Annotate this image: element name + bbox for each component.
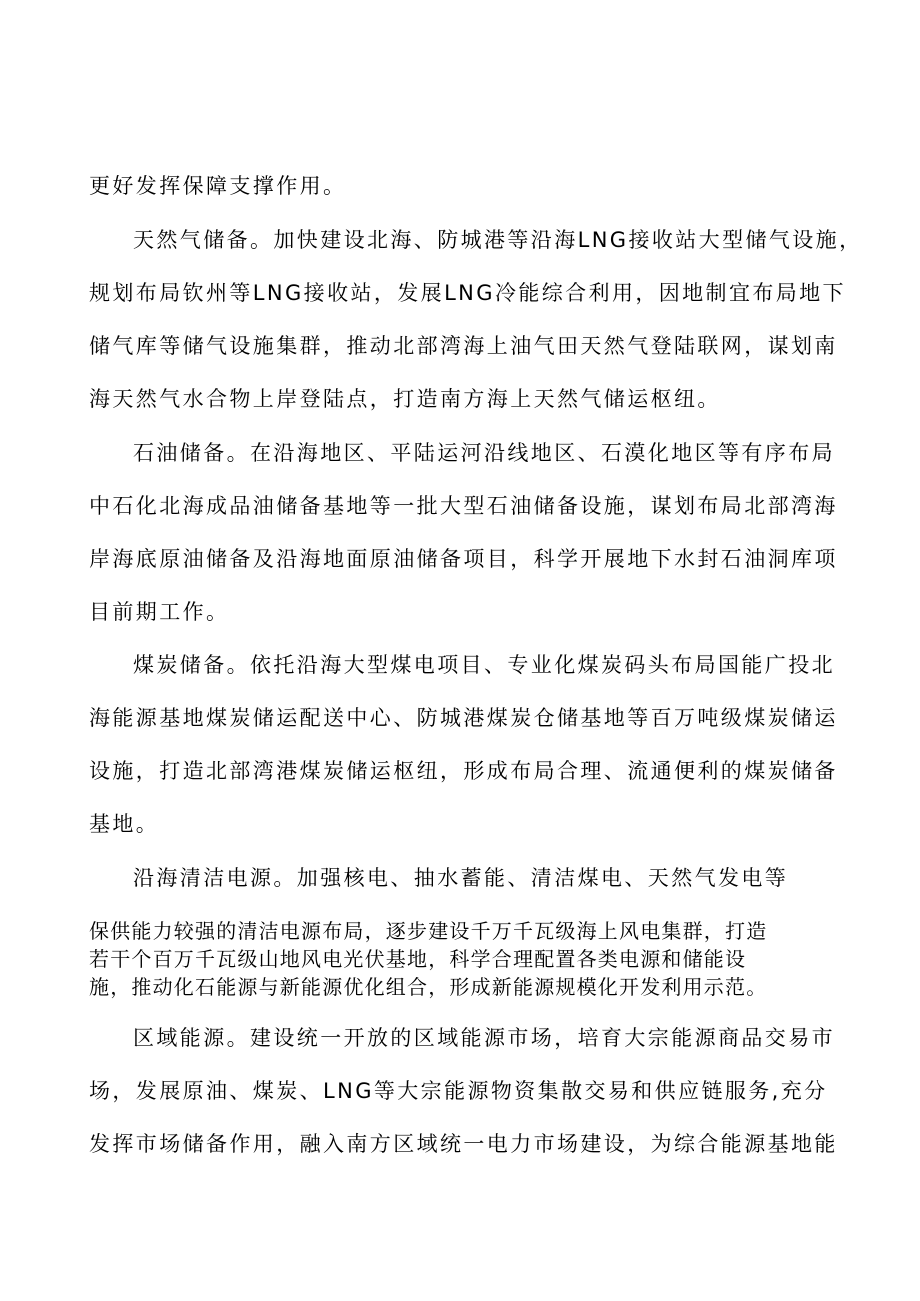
text-line-8: 岸海底原油储备及沿海地面原油储备项目，科学开展地下水封石油洞库项: [89, 547, 838, 571]
text-line-17: 施，推动化石能源与新能源优化组合，形成新能源规模化开发利用示范。: [89, 975, 768, 999]
text-line-14: 沿海清洁电源。加强核电、抽水蓄能、清洁煤电、天然气发电等: [133, 866, 789, 890]
text-line-9: 目前期工作。: [89, 600, 230, 624]
text-line-1: 更好发挥保障支撑作用。: [89, 174, 347, 198]
text-line-11: 海能源基地煤炭储运配送中心、防城港煤炭仓储基地等百万吨级煤炭储运: [89, 706, 838, 730]
text-line-5: 海天然气水合物上岸登陆点，打造南方海上天然气储运枢纽。: [89, 387, 721, 411]
text-line-15: 保供能力较强的清洁电源布局，逐步建设千万千瓦级海上风电集群，打造: [89, 919, 768, 943]
text-line-7: 中石化北海成品油储备基地等一批大型石油储备设施，谋划布局北部湾海: [89, 494, 838, 518]
text-line-13: 基地。: [89, 812, 160, 836]
text-line-4: 储气库等储气设施集群，推动北部湾海上油气田天然气登陆联网，谋划南: [89, 334, 838, 358]
text-line-18: 区域能源。建设统一开放的区域能源市场，培育大宗能源商品交易市: [133, 1026, 835, 1050]
text-line-10: 煤炭储备。依托沿海大型煤电项目、专业化煤炭码头布局国能广投北: [133, 653, 835, 677]
text-line-2: 天然气储备。加快建设北海、防城港等沿海LNG接收站大型储气设施，: [133, 228, 863, 252]
text-line-3: 规划布局钦州等LNG接收站，发展LNG冷能综合利用，因地制宜布局地下: [89, 281, 846, 305]
text-line-6: 石油储备。在沿海地区、平陆运河沿线地区、石漠化地区等有序布局: [133, 441, 835, 465]
text-line-16: 若干个百万千瓦级山地风电光伏基地，科学合理配置各类电源和储能设: [89, 947, 747, 971]
text-line-20: 发挥市场储备作用，融入南方区域统一电力市场建设，为综合能源基地能: [89, 1132, 838, 1156]
text-line-19: 场，发展原油、煤炭、LNG等大宗能源物资集散交易和供应链服务,充分: [89, 1079, 828, 1103]
text-line-12: 设施，打造北部湾港煤炭储运枢纽，形成布局合理、流通便利的煤炭储备: [89, 759, 838, 783]
